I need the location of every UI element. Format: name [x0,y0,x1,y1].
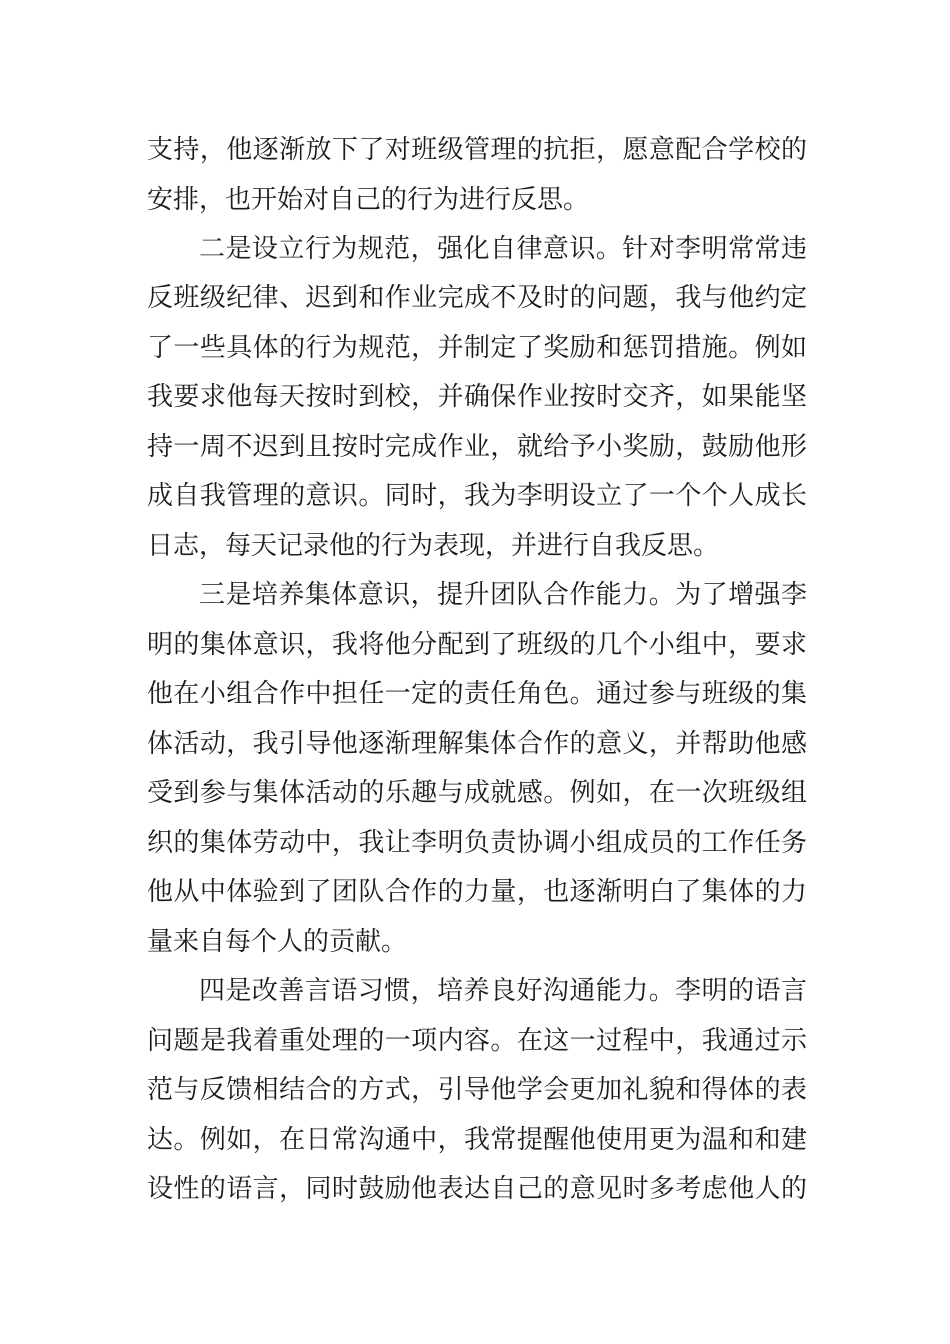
paragraph-start-line: 三是培养集体意识，提升团队合作能力。为了增强李 [199,580,807,610]
text-line: 达。例如，在日常沟通中，我常提醒他使用更为温和和建 [147,1125,807,1155]
text-line: 成自我管理的意识。同时，我为李明设立了一个个人成长 [147,481,807,511]
text-line: 持一周不迟到且按时完成作业，就给予小奖励，鼓励他形 [147,432,807,462]
text-line: 反班级纪律、迟到和作业完成不及时的问题，我与他约定 [147,283,807,313]
text-line: 设性的语言，同时鼓励他表达自己的意见时多考虑他人的 [147,1174,807,1204]
text-line: 日志，每天记录他的行为表现，并进行自我反思。 [147,531,720,561]
text-line: 量来自每个人的贡献。 [147,927,408,957]
text-line: 体活动，我引导他逐渐理解集体合作的意义，并帮助他感 [147,729,807,759]
text-line: 范与反馈相结合的方式，引导他学会更加礼貌和得体的表 [147,1075,807,1105]
text-line: 了一些具体的行为规范，并制定了奖励和惩罚措施。例如 [147,333,807,363]
text-line: 支持，他逐渐放下了对班级管理的抗拒，愿意配合学校的 [147,135,807,165]
text-line: 他从中体验到了团队合作的力量，也逐渐明白了集体的力 [147,877,807,907]
text-line: 问题是我着重处理的一项内容。在这一过程中，我通过示 [147,1026,807,1056]
text-line: 他在小组合作中担任一定的责任角色。通过参与班级的集 [147,679,807,709]
text-line: 织的集体劳动中，我让李明负责协调小组成员的工作任务 [147,828,807,858]
text-line: 明的集体意识，我将他分配到了班级的几个小组中，要求 [147,630,807,660]
text-line: 受到参与集体活动的乐趣与成就感。例如，在一次班级组 [147,778,807,808]
text-line: 我要求他每天按时到校，并确保作业按时交齐，如果能坚 [147,382,807,412]
paragraph-start-line: 二是设立行为规范，强化自律意识。针对李明常常违 [199,234,807,264]
paragraph-start-line: 四是改善言语习惯，培养良好沟通能力。李明的语言 [199,976,807,1006]
text-line: 安排，也开始对自己的行为进行反思。 [147,185,590,215]
